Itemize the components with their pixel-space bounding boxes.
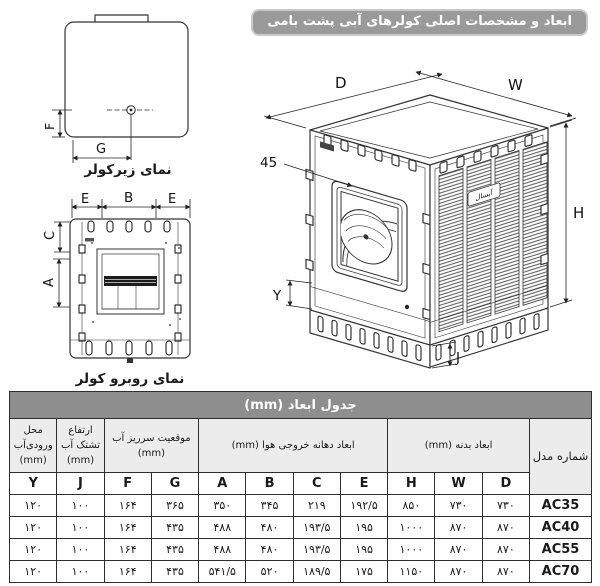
cell-j: ۱۰۰ xyxy=(57,561,104,583)
dim-label-j: J xyxy=(456,350,460,366)
cell-y: ۱۲۰ xyxy=(10,561,57,583)
table-letter-row xyxy=(10,473,592,495)
dim-label-angle: 45 xyxy=(260,155,278,171)
header-pan-height: ارتفاع تشتک آب (mm) xyxy=(57,419,104,473)
cell-f: ۱۶۴ xyxy=(104,517,151,539)
cell-h: ۱۱۵۰ xyxy=(388,561,435,583)
table-row xyxy=(10,495,592,517)
cell-g: ۴۳۵ xyxy=(151,561,198,583)
col-letter-e: E xyxy=(340,473,387,495)
cell-e: ۱۹۵ xyxy=(340,539,387,561)
cell-c: ۱۹۳/۵ xyxy=(293,517,340,539)
col-letter-b: B xyxy=(246,473,293,495)
brand-mark xyxy=(85,238,94,242)
dim-label-b: B xyxy=(124,190,134,206)
bottom-view-drawing xyxy=(40,10,240,165)
cell-j: ۱۰۰ xyxy=(57,495,104,517)
cell-w: ۸۷۰ xyxy=(435,539,482,561)
cell-b: ۴۸۰ xyxy=(246,539,293,561)
dim-label-g: G xyxy=(96,142,107,157)
dim-label-c: C xyxy=(43,230,58,240)
drain-fitting xyxy=(127,358,133,363)
cell-b: ۴۸۰ xyxy=(246,517,293,539)
cell-b: ۳۴۵ xyxy=(246,495,293,517)
cell-c: ۱۸۹/۵ xyxy=(293,561,340,583)
col-letter-f: F xyxy=(104,473,151,495)
dim-label-h: H xyxy=(573,204,585,222)
w-ext-line xyxy=(550,118,576,126)
cell-w: ۷۳۰ xyxy=(435,495,482,517)
cell-g: ۴۳۵ xyxy=(151,517,198,539)
table-row xyxy=(10,517,592,539)
isometric-view-drawing xyxy=(240,50,600,385)
cell-y: ۱۲۰ xyxy=(10,539,57,561)
cell-e: ۱۹۵ xyxy=(340,517,387,539)
col-letter-h: H xyxy=(388,473,435,495)
h-ext-bottom xyxy=(550,300,572,307)
cell-j: ۱۰۰ xyxy=(57,539,104,561)
table-title-row xyxy=(10,392,592,419)
front-view-drawing xyxy=(30,190,210,373)
header-water-inlet: محل ورودی‌آب (mm) xyxy=(10,419,57,473)
front-face-group xyxy=(306,129,430,368)
cell-d: ۸۷۰ xyxy=(482,517,529,539)
col-letter-j: J xyxy=(57,473,104,495)
col-letter-a: A xyxy=(199,473,246,495)
dim-label-f: F xyxy=(42,122,57,130)
col-letter-c: C xyxy=(293,473,340,495)
model-cell: AC40 xyxy=(530,517,592,539)
dim-label-e-right: E xyxy=(168,192,177,207)
header-model: شماره مدل xyxy=(530,419,592,495)
cell-g: ۳۶۵ xyxy=(151,495,198,517)
table-group-header-row xyxy=(10,419,592,473)
cell-a: ۵۴۱/۵ xyxy=(199,561,246,583)
model-cell: AC55 xyxy=(530,539,592,561)
cell-j: ۱۰۰ xyxy=(57,517,104,539)
h-ext-top xyxy=(550,120,572,127)
bottom-view-body xyxy=(65,22,188,137)
dim-label-e-left: E xyxy=(81,192,90,207)
drain-hole-center xyxy=(130,109,133,112)
col-letter-g: G xyxy=(151,473,198,495)
cell-y: ۱۲۰ xyxy=(10,495,57,517)
cell-e: ۱۷۵ xyxy=(340,561,387,583)
cell-h: ۱۰۰۰ xyxy=(388,539,435,561)
col-letter-d: D xyxy=(482,473,529,495)
cell-b: ۵۲۰ xyxy=(246,561,293,583)
dim-label-y: Y xyxy=(273,288,282,304)
cell-d: ۷۳۰ xyxy=(482,495,529,517)
d-ext-line xyxy=(264,116,306,128)
header-outlet-dims: ابعاد دهانه خروجی هوا (mm) xyxy=(199,419,388,473)
page-title: ابعاد و مشخصات اصلی کولرهای آبی پشت بامی xyxy=(251,9,588,36)
drain-bolt xyxy=(405,305,409,309)
cell-h: ۱۰۰۰ xyxy=(388,517,435,539)
table-row xyxy=(10,561,592,583)
cell-c: ۲۱۹ xyxy=(293,495,340,517)
damper-bar xyxy=(104,276,157,286)
front-view-caption: نمای روبرو کولر xyxy=(75,371,185,387)
brand-plate-label: آبسال xyxy=(475,187,493,203)
header-overflow-position: موقعیت سرریز آب (mm) xyxy=(104,419,199,473)
cell-c: ۱۹۳/۵ xyxy=(293,539,340,561)
side-face-group xyxy=(430,128,548,367)
dim-label-w: W xyxy=(508,76,523,94)
col-letter-w: W xyxy=(435,473,482,495)
model-cell: AC35 xyxy=(530,495,592,517)
table-row xyxy=(10,539,592,561)
cell-f: ۱۶۴ xyxy=(104,539,151,561)
model-cell: AC70 xyxy=(530,561,592,583)
cell-y: ۱۲۰ xyxy=(10,517,57,539)
table-title: جدول ابعاد (mm) xyxy=(10,392,592,419)
dim-label-d: D xyxy=(335,74,347,92)
cell-a: ۴۸۸ xyxy=(199,517,246,539)
bottom-view-caption: نمای زیرکولر xyxy=(84,162,172,178)
cell-a: ۳۵۰ xyxy=(199,495,246,517)
cell-f: ۱۶۴ xyxy=(104,495,151,517)
cell-d: ۸۷۰ xyxy=(482,539,529,561)
cell-e: ۱۹۲/۵ xyxy=(340,495,387,517)
cell-w: ۸۷۰ xyxy=(435,561,482,583)
dimensions-table xyxy=(9,391,592,583)
dim-label-a: A xyxy=(42,278,57,287)
header-body-dims: ابعاد بدنه (mm) xyxy=(388,419,530,473)
cell-a: ۴۸۸ xyxy=(199,539,246,561)
cell-w: ۸۷۰ xyxy=(435,517,482,539)
cell-h: ۸۵۰ xyxy=(388,495,435,517)
col-letter-y: Y xyxy=(10,473,57,495)
cell-d: ۸۷۰ xyxy=(482,561,529,583)
cell-f: ۱۶۴ xyxy=(104,561,151,583)
cell-g: ۴۳۵ xyxy=(151,539,198,561)
